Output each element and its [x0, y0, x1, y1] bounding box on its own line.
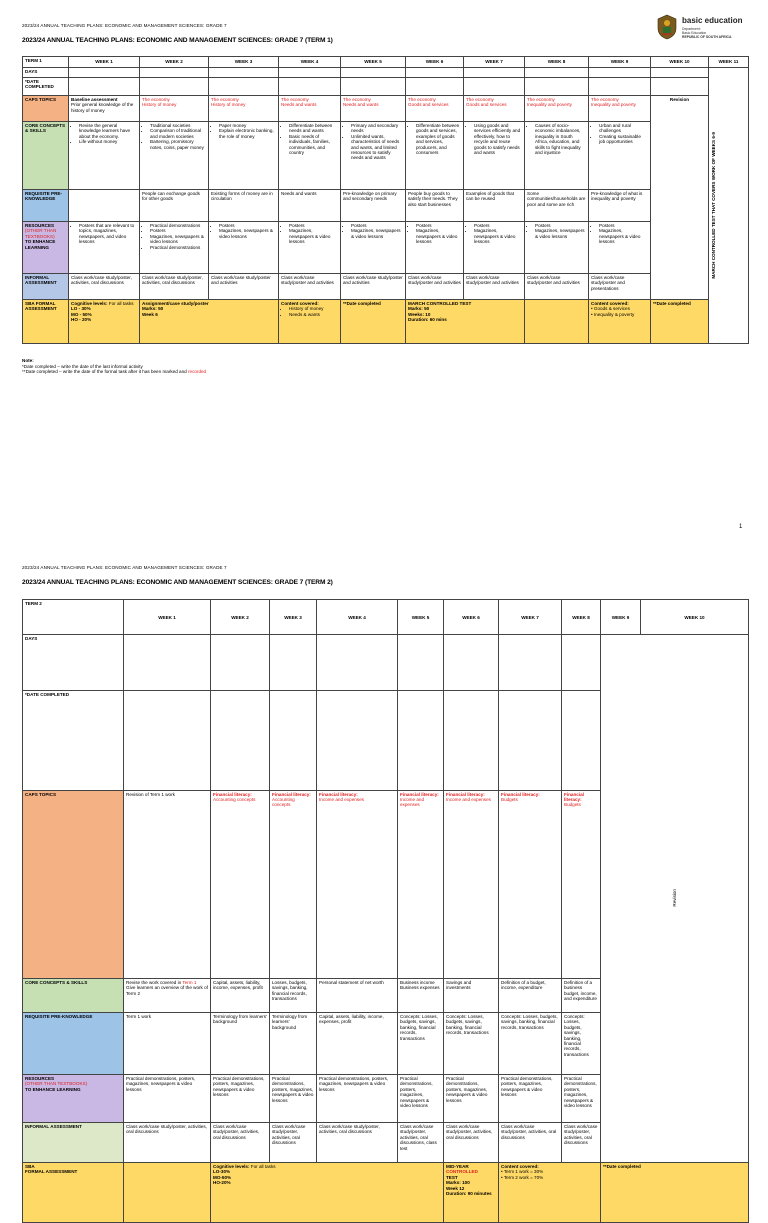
- res-cell: • Posters • Magazines, newspapers & video lessons: [406, 222, 464, 274]
- page-title: 2023/24 ANNUAL TEACHING PLANS: ECONOMIC AND MANAGEMENT SCIENCES: GRADE 7 (TERM 1): [22, 37, 333, 44]
- row-label-days: DAYS: [23, 68, 69, 78]
- week-header: WEEK 1: [69, 57, 140, 68]
- inf-cell: Class work/case study/poster and activities: [406, 274, 464, 300]
- req-cell: Some communities/households are poor and some are rich: [525, 190, 589, 222]
- week-header: WEEK 1: [124, 600, 211, 635]
- inf-cell: Class work/case study/poster, activities, oral discussions: [317, 1123, 398, 1163]
- week-header: WEEK 5: [341, 57, 406, 68]
- row-label-requisite: REQUISITE PRE-KNOWLEDGE: [23, 190, 69, 222]
- page-title: 2023/24 ANNUAL TEACHING PLANS: ECONOMIC AND MANAGEMENT SCIENCES: GRADE 7 (TERM 2): [22, 579, 333, 586]
- week-header: WEEK 8: [525, 57, 589, 68]
- core-cell: Revise the work covered in Term 1 Give learners an overview of the work of Term 2: [124, 979, 211, 1013]
- caps-cell: The economy Goods and services: [464, 96, 525, 122]
- row-label-requisite: REQUISITE PRE-KNOWLEDGE: [23, 1013, 124, 1075]
- res-cell: • Posters • Magazines, newspapers & video lessons: [279, 222, 341, 274]
- week-header: WEEK 4: [279, 57, 341, 68]
- term-label: TERM 2: [23, 600, 124, 635]
- caps-cell: The economy Goods and services: [406, 96, 464, 122]
- week-header: WEEK 9: [601, 600, 641, 635]
- revision-cell: Revision: [601, 635, 749, 1163]
- req-cell: Examples of goods that can be reused: [464, 190, 525, 222]
- row-label-informal: INFORMAL ASSESSMENT: [23, 274, 69, 300]
- req-cell: Concepts: Losses, budgets, savings, banking, financial records, transactions: [398, 1013, 444, 1075]
- core-cell: • Differentiate between needs and wants • Basic needs of individuals, families, communities, and country: [279, 122, 341, 190]
- req-cell: Pre-knowledge on primary and secondary needs: [341, 190, 406, 222]
- row-label-resources: RESOURCES (OTHER THAN TEXTBOOKS) TO ENHANCE LEARNING: [23, 222, 69, 274]
- core-cell: • Causes of socio-economic imbalances, inequality in South Africa, education, and skills to fight inequality and injustice: [525, 122, 589, 190]
- inf-cell: Class work/case study/poster and activities: [525, 274, 589, 300]
- req-cell: Pre-knowledge of what is inequality and poverty: [589, 190, 651, 222]
- week-header: WEEK 6: [444, 600, 499, 635]
- sba-march-test: MARCH CONTROLLED TEST Marks: 50 Weeks: 10 Duration: 60 mins: [406, 300, 525, 344]
- logo-title: basic education: [682, 16, 743, 25]
- week-header: WEEK 10: [641, 600, 749, 635]
- week-header: WEEK 10: [651, 57, 709, 68]
- core-cell: • Primary and secondary needs • Unlimited wants, characteristics of needs and wants, and limited resources to satisfy needs and wants: [341, 122, 406, 190]
- req-cell: Concepts: Losses, budgets, savings, banking, financial records, transactions: [444, 1013, 499, 1075]
- week-header: WEEK 7: [499, 600, 562, 635]
- sba-cognitive: Cognitive levels: For all tasks LO-30% MO-50% HO-20%: [211, 1163, 444, 1223]
- inf-cell: Class work/case study/poster, activities, oral discussions: [140, 274, 209, 300]
- core-cell: Business income Business expenses: [398, 979, 444, 1013]
- req-cell: [69, 190, 140, 222]
- res-cell: • Posters that are relevant to topics, magazines, newspapers, and video lessons: [69, 222, 140, 274]
- week-header: WEEK 9: [589, 57, 651, 68]
- req-cell: Needs and wants: [279, 190, 341, 222]
- req-cell: Terminology from learners' background: [211, 1013, 270, 1075]
- week-header: WEEK 4: [317, 600, 398, 635]
- inf-cell: Class work/case study/poster, activities, oral discussions: [211, 1123, 270, 1163]
- coat-of-arms-icon: [656, 14, 678, 40]
- inf-cell: Class work/case study/poster, activities, oral discussions, class test: [398, 1123, 444, 1163]
- sba-midyear-test: MID-YEAR CONTROLLED TEST Marks: 100 Week 12 Duration: 90 minutes: [444, 1163, 499, 1223]
- row-label-informal: INFORMAL ASSESSMENT: [23, 1123, 124, 1163]
- core-cell: • Paper money • Explain electronic banking, the role of money: [209, 122, 279, 190]
- term-label: TERM 1: [23, 57, 69, 68]
- sba-date-completed: **Date completed: [601, 1163, 749, 1223]
- caps-cell: Financial literacy: Income and expenses: [444, 790, 499, 978]
- row-label-sba: SBA FORMAL ASSESSMENT: [23, 1163, 124, 1223]
- sba-content-1: Content covered: • History of money • Needs & wants: [279, 300, 341, 344]
- caps-cell: The economy Needs and wants: [341, 96, 406, 122]
- row-label-sba: SBA FORMAL ASSESSMENT: [23, 300, 69, 344]
- inf-cell: Class work/case study/poster, activities, oral discussions: [499, 1123, 562, 1163]
- caps-cell: Revision of Term 1 work: [124, 790, 211, 978]
- res-cell: Practical demonstrations, posters, magazines, newspapers & video lessons: [444, 1075, 499, 1123]
- core-cell: • Using goods and services efficiently and effectively, how to recycle and reuse goods to satisfy needs and wants: [464, 122, 525, 190]
- core-cell: • Urban and rural challenges • Creating sustainable job opportunities: [589, 122, 651, 190]
- req-cell: Capital, assets, liability, income, expenses, profit: [317, 1013, 398, 1075]
- caps-cell: Financial literacy: Budgets: [562, 790, 601, 978]
- logo-subtitle: Department: Basic Education REPUBLIC OF SOUTH AFRICA: [682, 27, 732, 39]
- week-header: WEEK 3: [270, 600, 317, 635]
- row-label-core: CORE CONCEPTS & SKILLS: [23, 979, 124, 1013]
- caps-cell: The economy Needs and wants: [279, 96, 341, 122]
- res-cell: • Posters • Magazines, newspapers & video lessons: [525, 222, 589, 274]
- core-cell: Definition of a business budget, income, and expenditure: [562, 979, 601, 1013]
- inf-cell: Class work/case study/poster and presentations: [589, 274, 651, 300]
- res-cell: Practical demonstrations, posters, magazines, newspapers & video lessons: [398, 1075, 444, 1123]
- caps-cell: Financial literacy: Accounting concepts: [270, 790, 317, 978]
- res-cell: Practical demonstrations, posters, magazines, newspapers & video lessons: [317, 1075, 398, 1123]
- req-cell: Concepts: Losses, budgets, savings, banking, financial records, transactions: [562, 1013, 601, 1075]
- core-cell: Personal statement of net worth: [317, 979, 398, 1013]
- sba-date-completed-2: **Date completed: [651, 300, 709, 344]
- revision-cell: Revision: [651, 96, 709, 300]
- row-label-date: *DATE COMPLETED: [23, 78, 69, 96]
- sba-date-completed: **Date completed: [341, 300, 406, 344]
- caps-cell: The economy History of money: [140, 96, 209, 122]
- caps-cell: Financial literacy: Accounting concepts: [211, 790, 270, 978]
- res-cell: • Posters • Magazines, newspapers & video lessons: [464, 222, 525, 274]
- week-header: WEEK 3: [209, 57, 279, 68]
- res-cell: Practical demonstrations, posters, magazines, newspapers & video lessons: [211, 1075, 270, 1123]
- core-cell: • Traditional societies • Comparison of traditional and modern societies • Bartering, promissory notes, coins, paper money: [140, 122, 209, 190]
- caps-cell: The economy Inequality and poverty: [525, 96, 589, 122]
- caps-cell: Financial literacy: Income and expenses: [398, 790, 444, 978]
- inf-cell: Class work/case study/poster and activities: [341, 274, 406, 300]
- term1-table: [22, 56, 749, 344]
- inf-cell: Class work/case study/poster, activities, oral discussions: [124, 1123, 211, 1163]
- req-cell: People can exchange goods for other goods: [140, 190, 209, 222]
- sba-content-2: Content covered: • Goods & services • Inequality & poverty: [589, 300, 651, 344]
- march-test-note: MARCH CONTROLLED TEST THAT COVERS WORK OF WEEKS 6-9: [709, 68, 749, 344]
- row-label-core: CORE CONCEPTS & SKILLS: [23, 122, 69, 190]
- res-cell: Practical demonstrations, posters, magazines, newspapers & video lessons: [499, 1075, 562, 1123]
- row-label-date: *DATE COMPLETED: [23, 690, 124, 790]
- res-cell: • Posters • Magazines, newspapers & video lessons: [209, 222, 279, 274]
- week-header: WEEK 7: [464, 57, 525, 68]
- caps-cell: The economy History of money: [209, 96, 279, 122]
- week-header: WEEK 8: [562, 600, 601, 635]
- sba-cognitive: Cognitive levels: For all tasks LO - 30% MO - 50% HO - 20%: [69, 300, 140, 344]
- res-cell: Practical demonstrations, posters, magazines, newspapers & video lessons: [562, 1075, 601, 1123]
- res-cell: • Posters • Magazines, newspapers & video lessons: [589, 222, 651, 274]
- page-header: 2023/24 ANNUAL TEACHING PLANS: ECONOMIC AND MANAGEMENT SCIENCES: GRADE 7: [22, 23, 227, 28]
- page-header: 2023/24 ANNUAL TEACHING PLANS: ECONOMIC AND MANAGEMENT SCIENCES: GRADE 7: [22, 565, 227, 570]
- inf-cell: Class work/case study/poster, activities, oral discussions: [69, 274, 140, 300]
- inf-cell: Class work/case study/poster and activities: [279, 274, 341, 300]
- caps-cell: Baseline assessment Prior general knowledge of the history of money: [69, 96, 140, 122]
- notes: Note: *Date completed – write the date of the last informal activity **Date completed – write the date of the formal task after it has been marked and recorded: [22, 358, 207, 375]
- caps-cell: Financial literacy: Income and expenses: [317, 790, 398, 978]
- inf-cell: Class work/case study/poster, activities, oral discussions: [444, 1123, 499, 1163]
- core-cell: • Differentiate between goods and services, examples of goods and services, producers, and consumers: [406, 122, 464, 190]
- week-header: WEEK 2: [211, 600, 270, 635]
- row-label-caps: CAPS TOPICS: [23, 790, 124, 978]
- req-cell: Term 1 work: [124, 1013, 211, 1075]
- res-cell: Practical demonstrations, posters, magazines, newspapers & video lessons: [270, 1075, 317, 1123]
- row-label-caps: CAPS TOPICS: [23, 96, 69, 122]
- dbe-logo: [656, 14, 746, 42]
- term2-table: [22, 599, 749, 1223]
- res-cell: • Practical demonstrations • Posters • Magazines, newspapers & video lessons • Practical demonstrations: [140, 222, 209, 274]
- core-cell: Definition of a budget, income, expenditure: [499, 979, 562, 1013]
- row-label-resources: RESOURCES (OTHER THAN TEXTBOOKS) TO ENHANCE LEARNING: [23, 1075, 124, 1123]
- week-header: WEEK 11: [709, 57, 749, 68]
- caps-cell: Financial literacy: Budgets: [499, 790, 562, 978]
- week-header: WEEK 2: [140, 57, 209, 68]
- core-cell: • Revise the general knowledge learners have about the economy. • Life without money: [69, 122, 140, 190]
- res-cell: • Posters • Magazines, newspapers & video lessons: [341, 222, 406, 274]
- inf-cell: Class work/case study/poster and activities: [464, 274, 525, 300]
- week-header: WEEK 6: [406, 57, 464, 68]
- week-header: WEEK 5: [398, 600, 444, 635]
- row-label-days: DAYS: [23, 635, 124, 690]
- page-number: 1: [739, 524, 743, 530]
- sba-assignment: Assignment/case study/poster Marks: 50 Week 6: [140, 300, 279, 344]
- caps-cell: The economy Inequality and poverty: [589, 96, 651, 122]
- core-cell: Losses, budgets, savings, banking, financial records, transactions: [270, 979, 317, 1013]
- inf-cell: Class work/case study/poster and activities: [209, 274, 279, 300]
- req-cell: Terminology from learners' background: [270, 1013, 317, 1075]
- req-cell: Concepts: Losses, budgets, savings, banking, financial records, transactions: [499, 1013, 562, 1075]
- core-cell: Savings and investments: [444, 979, 499, 1013]
- inf-cell: Class work/case study/poster, activities, oral discussions: [270, 1123, 317, 1163]
- res-cell: Practical demonstrations, posters, magazines, newspapers & video lessons: [124, 1075, 211, 1123]
- sba-content: Content covered: • Term 1 work = 30% • Term 2 work = 70%: [499, 1163, 601, 1223]
- core-cell: Capital, assets, liability, income, expenses, profit: [211, 979, 270, 1013]
- inf-cell: Class work/case study/poster, activities, oral discussions: [562, 1123, 601, 1163]
- req-cell: People buy goods to satisfy their needs. They also start businesses: [406, 190, 464, 222]
- req-cell: Existing forms of money are in circulation: [209, 190, 279, 222]
